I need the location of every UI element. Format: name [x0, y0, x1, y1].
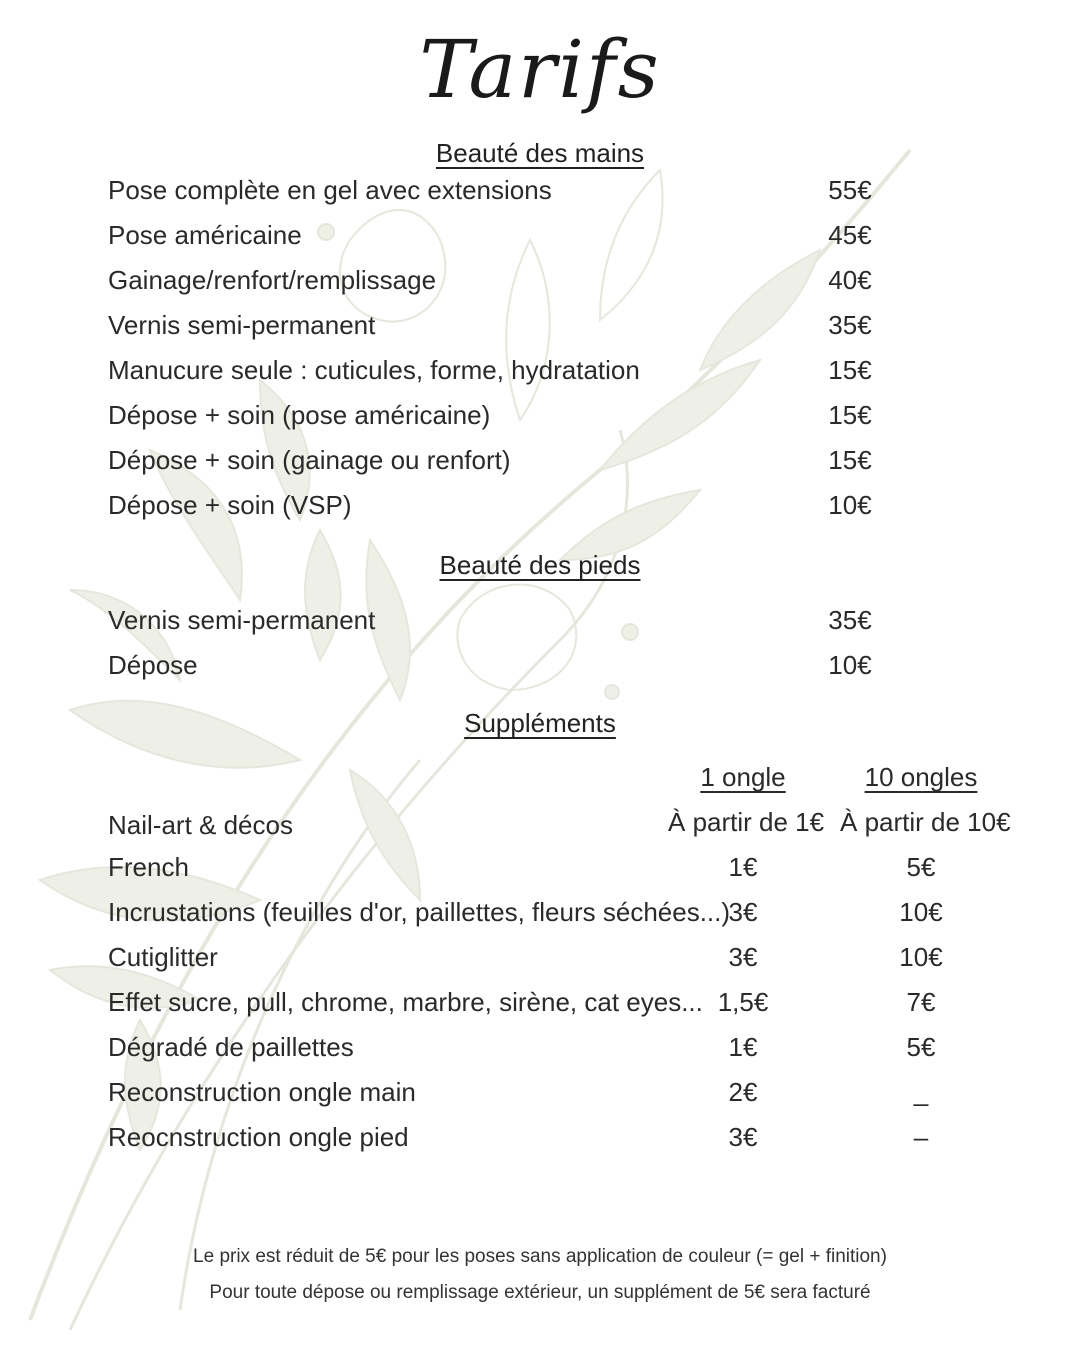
item-price-ten-nails: –: [913, 1122, 929, 1152]
item-price: 35€: [828, 310, 872, 340]
item-price-ten-nails: 5€: [906, 1032, 936, 1062]
item-label: Cutiglitter: [108, 942, 218, 972]
table-row: [0, 1025, 1080, 1070]
list-item: [0, 643, 1080, 688]
item-label: Vernis semi-permanent: [108, 310, 376, 340]
item-label: Pose complète en gel avec extensions: [108, 175, 552, 205]
item-price-ten-nails: À partir de 10€: [840, 807, 1011, 837]
item-price-ten-nails: 5€: [906, 852, 936, 882]
item-label: Effet sucre, pull, chrome, marbre, sirène, cat eyes...: [108, 987, 703, 1017]
list-item: [0, 213, 1080, 258]
item-price-one-nail: 3€: [728, 897, 758, 927]
page-title: Tarifs: [419, 23, 661, 116]
item-price-one-nail: 2€: [728, 1077, 758, 1107]
item-price-one-nail: 1€: [728, 852, 758, 882]
item-label: Dépose + soin (VSP): [108, 490, 352, 520]
list-item: [0, 303, 1080, 348]
item-price: 10€: [828, 650, 872, 680]
item-label: Nail-art & décos: [108, 810, 293, 840]
item-price: 15€: [828, 355, 872, 385]
item-label: Reconstruction ongle main: [108, 1077, 416, 1107]
item-price: 15€: [828, 445, 872, 475]
list-item: [0, 483, 1080, 528]
table-row: [0, 1115, 1080, 1160]
item-price-one-nail: À partir de 1€: [668, 807, 825, 837]
item-price-ten-nails: 10€: [899, 897, 943, 927]
item-label: Manucure seule : cuticules, forme, hydratation: [108, 355, 640, 385]
item-price: 40€: [828, 265, 872, 295]
item-label: Reocnstruction ongle pied: [108, 1122, 409, 1152]
item-price-one-nail: 3€: [728, 942, 758, 972]
list-item: [0, 258, 1080, 303]
item-price: 45€: [828, 220, 872, 250]
item-label: Incrustations (feuilles d'or, paillettes, fleurs séchées...): [108, 897, 731, 927]
list-item: [0, 598, 1080, 643]
item-price-ten-nails: 7€: [906, 987, 936, 1017]
item-price-ten-nails: 10€: [899, 942, 943, 972]
item-label: Gainage/renfort/remplissage: [108, 265, 437, 295]
item-label: Dépose: [108, 650, 198, 680]
item-label: Vernis semi-permanent: [108, 605, 376, 635]
list-item: [0, 393, 1080, 438]
item-label: Dépose + soin (pose américaine): [108, 400, 491, 430]
item-label: Pose américaine: [108, 220, 302, 250]
table-row: [0, 845, 1080, 890]
item-price-one-nail: 1€: [728, 1032, 758, 1062]
table-row: [0, 980, 1080, 1025]
item-price: 35€: [828, 605, 872, 635]
section-title-hands: Beauté des mains: [435, 138, 645, 168]
column-header-one-nail: 1 ongle: [700, 762, 786, 792]
footer-note: Pour toute dépose ou remplissage extérieur, un supplément de 5€ sera facturé: [209, 1282, 871, 1303]
item-label: Dépose + soin (gainage ou renfort): [108, 445, 511, 475]
item-price-one-nail: 1,5€: [717, 987, 769, 1017]
list-item: [0, 438, 1080, 483]
footer-note: Le prix est réduit de 5€ pour les poses sans application de couleur (= gel + finition): [193, 1246, 887, 1267]
section-title-supplements: Suppléments: [464, 708, 616, 738]
list-item: [0, 348, 1080, 393]
item-label: French: [108, 852, 189, 882]
item-label: Dégradé de paillettes: [108, 1032, 354, 1062]
table-row: [0, 935, 1080, 980]
item-price: 10€: [828, 490, 872, 520]
section-title-feet: Beauté des pieds: [439, 550, 641, 580]
item-price: 55€: [828, 175, 872, 205]
table-row: [0, 890, 1080, 935]
item-price-ten-nails: _: [913, 1077, 929, 1107]
item-price-one-nail: 3€: [728, 1122, 758, 1152]
table-row: [0, 800, 1080, 845]
table-row: [0, 1070, 1080, 1115]
column-header-ten-nails: 10 ongles: [864, 762, 978, 792]
list-item: [0, 168, 1080, 213]
item-price: 15€: [828, 400, 872, 430]
